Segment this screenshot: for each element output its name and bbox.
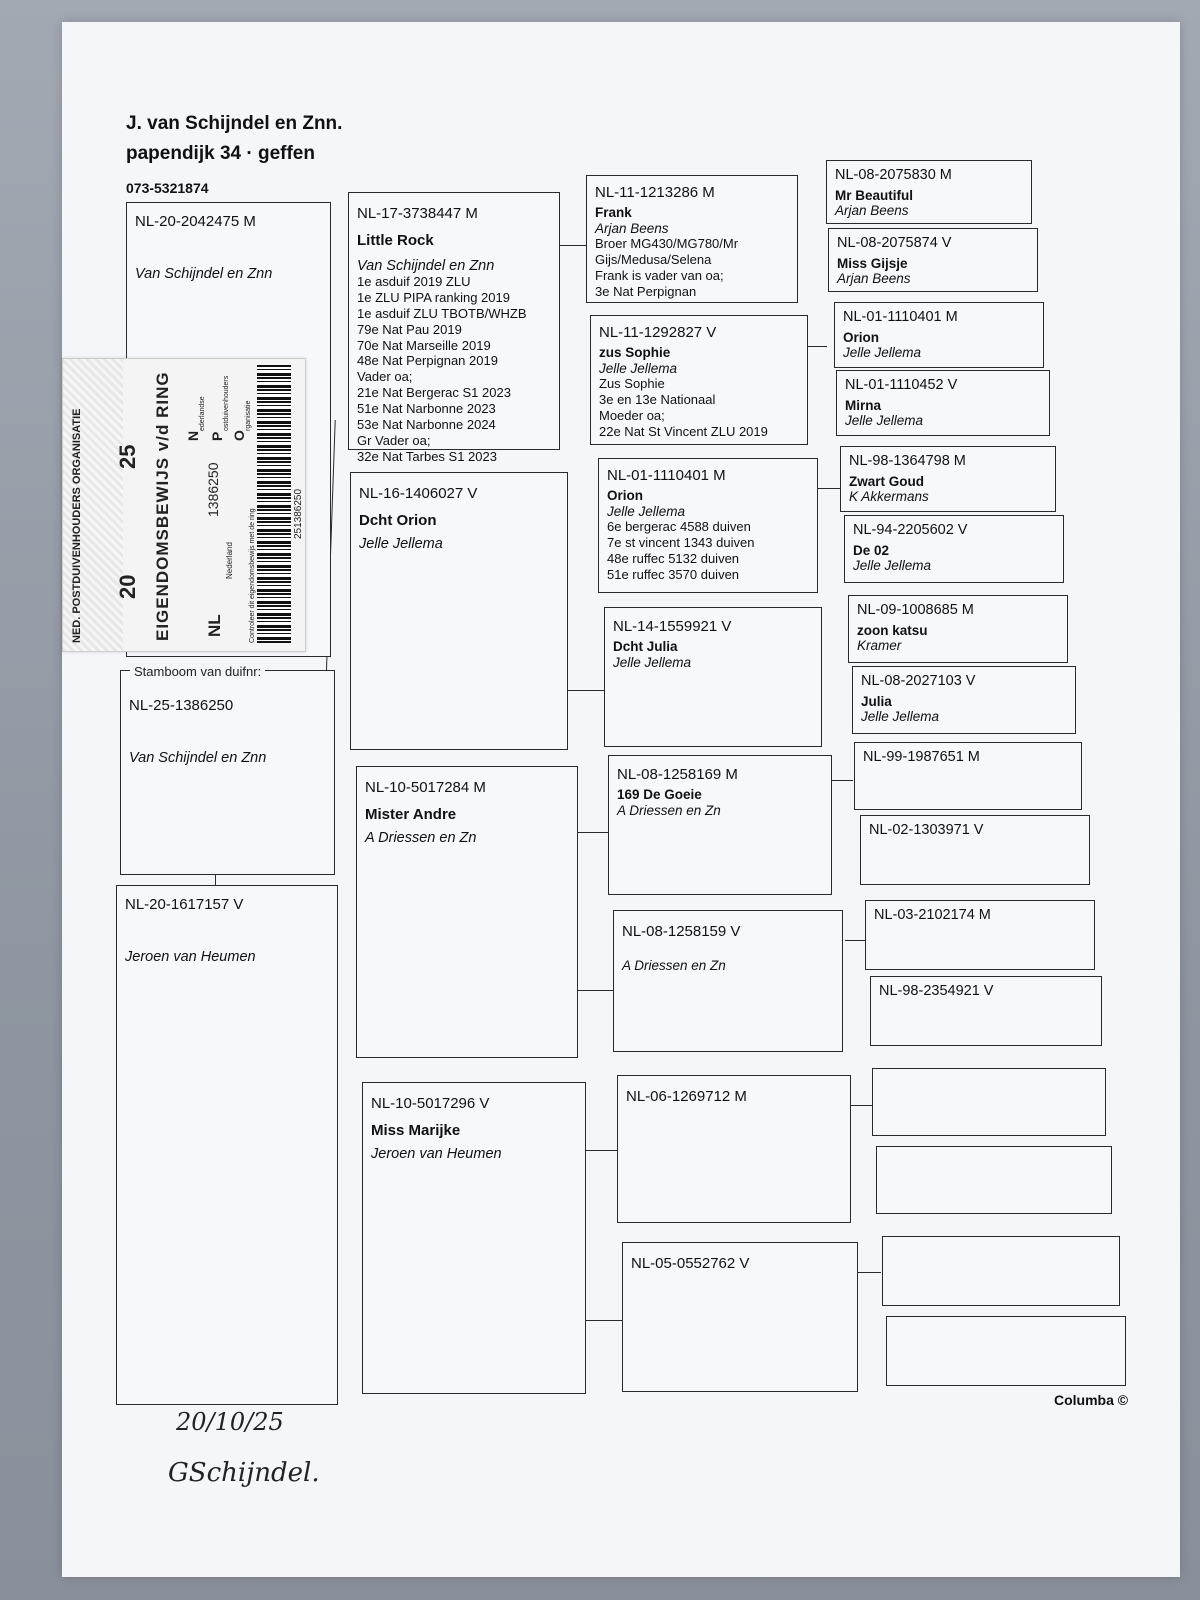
sticker-country-name: Nederland <box>225 542 234 579</box>
sticker-side-p: P <box>209 431 225 441</box>
pigeon-owner: Arjan Beens <box>835 203 909 219</box>
pigeon-name: Dcht Julia <box>613 639 678 655</box>
subject-label: Stamboom van duifnr: <box>130 664 265 679</box>
sticker-check-text: Controleer dit eigendomsbewijs met de ring <box>249 508 256 643</box>
sticker-side-n-text: ederlandse <box>199 396 206 431</box>
gen4-card <box>872 1068 1106 1136</box>
sticker-org-text: NED. POSTDUIVENHOUDERS ORGANISATIE <box>71 408 83 643</box>
pigeon-ring: NL-11-1292827 V <box>599 324 717 341</box>
pigeon-ring: NL-01-1110401 M <box>607 467 726 484</box>
pigeon-name: De 02 <box>853 542 890 558</box>
connector <box>848 1105 872 1106</box>
pigeon-name: zoon katsu <box>857 622 928 638</box>
pigeon-ring: NL-11-1213286 M <box>595 184 715 201</box>
pigeon-owner: Jelle Jellema <box>845 413 924 429</box>
pigeon-name: Orion <box>843 329 879 345</box>
dam-ring: NL-20-1617157 V <box>125 896 244 913</box>
gen4-card <box>848 595 1068 663</box>
ring-ownership-sticker <box>62 358 306 652</box>
pigeon-ring: NL-03-2102174 M <box>874 907 991 923</box>
pigeon-name: Miss Gijsje <box>837 255 908 271</box>
pigeon-ring: NL-94-2205602 V <box>853 522 968 538</box>
handwritten-signature: GSchijndel. <box>168 1458 320 1488</box>
pigeon-ring: NL-08-1258159 V <box>622 923 741 940</box>
pigeon-owner: Jelle Jellema <box>613 654 692 670</box>
pigeon-ring: NL-98-2354921 V <box>879 983 994 999</box>
gen3-card <box>598 458 818 593</box>
pigeon-ring: NL-05-0552762 V <box>631 1255 750 1272</box>
connector <box>845 940 865 941</box>
pigeon-ring: NL-02-1303971 V <box>869 822 984 838</box>
pigeon-owner: K Akkermans <box>849 489 929 505</box>
gen4-card <box>876 1146 1112 1214</box>
gen3-card <box>590 315 808 445</box>
pigeon-name: Frank <box>595 205 632 221</box>
gen4-card <box>860 815 1090 885</box>
barcode <box>257 365 291 643</box>
sticker-side-n: N <box>185 430 201 441</box>
pigeon-results: Zus Sophie 3e en 13e Nationaal Moeder oa; 22e Nat St Vincent ZLU 2019 <box>599 376 768 439</box>
pigeon-ring: NL-08-2075830 M <box>835 167 952 183</box>
pigeon-ring: NL-99-1987651 M <box>863 749 980 765</box>
sire-ring: NL-20-2042475 M <box>135 213 256 230</box>
gen4-card <box>828 228 1038 292</box>
gen4-card <box>836 370 1050 436</box>
gen4-card <box>854 742 1082 810</box>
pigeon-name: Zwart Goud <box>849 473 924 489</box>
pigeon-ring: NL-17-3738447 M <box>357 205 478 222</box>
pigeon-results: Broer MG430/MG780/Mr Gijs/Medusa/Selena Frank is vader van oa; 3e Nat Perpignan <box>595 236 739 299</box>
pigeon-ring: NL-98-1364798 M <box>849 453 966 469</box>
pigeon-results: 1e asduif 2019 ZLU 1e ZLU PIPA ranking 2019 1e asduif ZLU TBOTB/WHZB 79e Nat Pau 2019 70e Nat Marseille 2019 48e Nat Perpignan 2019 Vader oa; 21e Nat Bergerac S1 2023 51e Nat Narbonne 2023 53e Nat Narbonne 2024 Gr Vader oa; 32e Nat Tarbes S1 2023 <box>357 274 527 464</box>
year-left: 20 <box>115 574 140 599</box>
gen4-card <box>882 1236 1120 1306</box>
connector <box>855 1272 881 1273</box>
pigeon-name: Mirna <box>845 397 882 413</box>
pigeon-ring: NL-08-1258169 M <box>617 766 738 783</box>
pigeon-name: Mister Andre <box>365 806 457 824</box>
dam-owner: Jeroen van Heumen <box>125 949 256 966</box>
pigeon-owner: Jelle Jellema <box>853 558 932 574</box>
connector <box>577 990 615 991</box>
pigeon-name: zus Sophie <box>599 345 671 361</box>
subject-card <box>120 670 335 875</box>
pigeon-name: 169 De Goeie <box>617 787 702 803</box>
barcode-number: 251386250 <box>293 488 304 539</box>
pigeon-owner: Jeroen van Heumen <box>371 1145 502 1162</box>
sticker-side-p-text: ostduivenhouders <box>223 375 230 431</box>
gen4-card <box>826 160 1032 224</box>
gen3-card <box>608 755 832 895</box>
pigeon-owner: Jelle Jellema <box>359 535 443 552</box>
breeder-address: papendijk 34 · geffen <box>126 143 315 164</box>
gen4-card <box>834 302 1044 368</box>
gen4-card <box>840 446 1056 512</box>
subject-owner: Van Schijndel en Znn <box>129 750 267 767</box>
pigeon-owner: Kramer <box>857 638 902 654</box>
gen2-card <box>348 192 560 464</box>
gen4-card <box>886 1316 1126 1386</box>
gen3-card <box>622 1242 858 1392</box>
connector <box>585 1150 619 1151</box>
pigeon-ring: NL-16-1406027 V <box>359 485 478 502</box>
gen2-card <box>356 766 578 1058</box>
pigeon-owner: Jelle Jellema <box>599 360 678 376</box>
sticker-side-o-text: rganisatie <box>245 400 252 431</box>
gen4-card <box>865 900 1095 970</box>
pigeon-ring: NL-08-2075874 V <box>837 235 952 251</box>
gen3-card <box>604 607 822 747</box>
sticker-country: NL <box>205 614 224 637</box>
pigeon-name: Dcht Orion <box>359 512 437 530</box>
gen3-card <box>613 910 843 1052</box>
pigeon-ring: NL-01-1110452 V <box>845 377 958 393</box>
gen2-card <box>362 1082 586 1394</box>
pigeon-ring: NL-10-5017296 V <box>371 1095 490 1112</box>
gen4-card <box>870 976 1102 1046</box>
pigeon-owner: Van Schijndel en Znn <box>357 257 495 274</box>
pigeon-owner: A Driessen en Zn <box>622 958 726 974</box>
connector <box>586 1320 624 1321</box>
pigeon-ring: NL-14-1559921 V <box>613 618 732 635</box>
sticker-title: EIGENDOMSBEWIJS v/d RING <box>153 371 172 641</box>
sticker-side-o: O <box>231 430 247 441</box>
gen2-card <box>350 472 568 750</box>
gen3-card <box>617 1075 851 1223</box>
pigeon-owner: Jelle Jellema <box>843 345 922 361</box>
pigeon-owner: Jelle Jellema <box>607 503 686 519</box>
pigeon-ring: NL-06-1269712 M <box>626 1088 747 1105</box>
gen4-card <box>844 515 1064 583</box>
pigeon-name: Mr Beautiful <box>835 187 914 203</box>
software-brand: Columba © <box>1054 1392 1129 1408</box>
pigeon-owner: Jelle Jellema <box>861 709 940 725</box>
gen3-card <box>586 175 798 303</box>
pigeon-name: Julia <box>861 693 892 709</box>
pigeon-ring: NL-10-5017284 M <box>365 779 486 796</box>
pigeon-owner: Arjan Beens <box>837 271 911 287</box>
pigeon-ring: NL-01-1110401 M <box>843 309 958 325</box>
pigeon-ring: NL-09-1008685 M <box>857 602 974 618</box>
breeder-phone: 073-5321874 <box>126 180 209 196</box>
pigeon-owner: Arjan Beens <box>595 220 669 236</box>
pigeon-name: Miss Marijke <box>371 1122 461 1140</box>
pigeon-name: Little Rock <box>357 232 434 250</box>
breeder-name: J. van Schijndel en Znn. <box>126 113 343 134</box>
dam-card <box>116 885 338 1405</box>
pigeon-name: Orion <box>607 488 643 504</box>
sire-owner: Van Schijndel en Znn <box>135 266 273 283</box>
handwritten-date: 20/10/25 <box>176 1408 284 1436</box>
pigeon-owner: A Driessen en Zn <box>617 802 721 818</box>
sticker-ring-number: 1386250 <box>205 462 221 517</box>
pigeon-ring: NL-08-2027103 V <box>861 673 976 689</box>
year-right: 25 <box>115 444 140 469</box>
gen4-card <box>852 666 1076 734</box>
subject-ring: NL-25-1386250 <box>129 697 234 714</box>
pigeon-owner: A Driessen en Zn <box>365 829 477 846</box>
pigeon-results: 6e bergerac 4588 duiven 7e st vincent 1343 duiven 48e ruffec 5132 duiven 51e ruffec 3570 duiven <box>607 519 755 582</box>
